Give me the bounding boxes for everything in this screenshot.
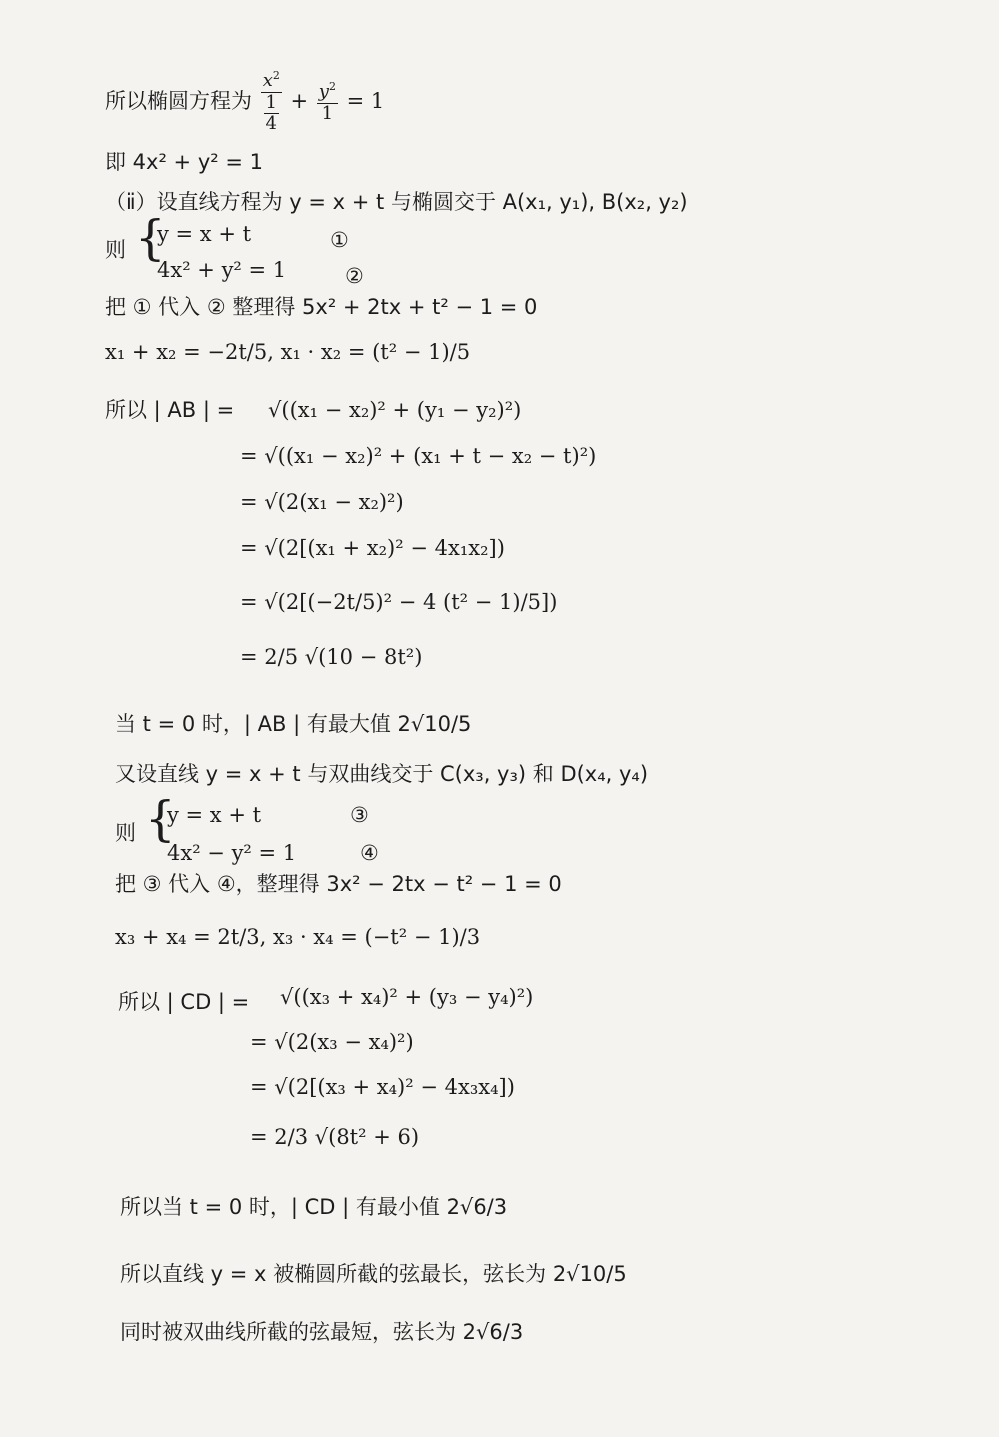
equation-mark-2: ② bbox=[345, 264, 364, 288]
ellipse-equation-label: 所以椭圆方程为 bbox=[105, 89, 252, 114]
fraction-y2-over-1: $\frac{y^2}{1}$ bbox=[318, 79, 336, 124]
cd-step-1: √((x₃ + x₄)² + (y₃ − y₄)²) bbox=[280, 985, 534, 1009]
ab-step-1: √((x₁ − x₂)² + (y₁ − y₂)²) bbox=[268, 398, 522, 422]
conclusion-ellipse: 所以直线 y = x 被椭圆所截的弦最长，弦长为 2√10/5 bbox=[120, 1262, 627, 1286]
ellipse-equation-line: 所以椭圆方程为 $\frac{x^2}{\frac{1}{4}}$ + $\frac{y^2}{1}$ = 1 bbox=[105, 69, 385, 135]
system-1-lead: 则 bbox=[105, 238, 126, 262]
ab-maximum: 当 t = 0 时，| AB | 有最大值 2√10/5 bbox=[115, 712, 472, 736]
substitution-2: 把 ③ 代入 ④，整理得 3x² − 2tx − t² − 1 = 0 bbox=[115, 872, 562, 896]
equation-mark-3: ③ bbox=[350, 803, 369, 827]
cd-step-2: = √(2(x₃ − x₄)²) bbox=[250, 1030, 414, 1054]
cd-step-3: = √(2[(x₃ + x₄)² − 4x₃x₄]) bbox=[250, 1075, 515, 1099]
equation-system-1 bbox=[105, 210, 505, 292]
fraction-x2-over-quarter: $\frac{x^2}{\frac{1}{4}}$ bbox=[262, 69, 280, 135]
conclusion-hyperbola: 同时被双曲线所截的弦最短，弦长为 2√6/3 bbox=[120, 1320, 524, 1344]
equation-mark-1: ① bbox=[330, 228, 349, 252]
cd-minimum: 所以当 t = 0 时，| CD | 有最小值 2√6/3 bbox=[120, 1195, 508, 1219]
system-1-row-1: y = x + t bbox=[157, 222, 252, 246]
part-ii-statement: （ⅱ）设直线方程为 y = x + t 与椭圆交于 A(x₁, y₁), B(x₂, y₂) bbox=[105, 190, 688, 214]
equation-system-2 bbox=[115, 791, 515, 873]
system-2-brace: { bbox=[145, 791, 176, 847]
ab-lead: 所以 | AB | = bbox=[105, 398, 235, 422]
system-1-row-2: 4x² + y² = 1 bbox=[157, 258, 287, 282]
hyperbola-intersection: 又设直线 y = x + t 与双曲线交于 C(x₃, y₃) 和 D(x₄, y₄) bbox=[115, 762, 649, 786]
system-1-brace: { bbox=[135, 210, 166, 266]
vieta-2: x₃ + x₄ = 2t/3, x₃ · x₄ = (−t² − 1)/3 bbox=[115, 925, 481, 949]
system-2-lead: 则 bbox=[115, 821, 136, 845]
substitution-1: 把 ① 代入 ② 整理得 5x² + 2tx + t² − 1 = 0 bbox=[105, 295, 538, 319]
cd-step-4: = 2/3 √(8t² + 6) bbox=[250, 1125, 420, 1149]
ab-step-4: = √(2[(x₁ + x₂)² − 4x₁x₂]) bbox=[240, 536, 505, 560]
equation-mark-4: ④ bbox=[360, 841, 379, 865]
ab-step-6: = 2/5 √(10 − 8t²) bbox=[240, 645, 423, 669]
system-2-row-2: 4x² − y² = 1 bbox=[167, 841, 297, 865]
system-2-row-1: y = x + t bbox=[167, 803, 262, 827]
ellipse-standard-form: 即 4x² + y² = 1 bbox=[105, 150, 263, 174]
vieta-1: x₁ + x₂ = −2t/5, x₁ · x₂ = (t² − 1)/5 bbox=[105, 340, 471, 364]
ab-step-5: = √(2[(−2t/5)² − 4 (t² − 1)/5]) bbox=[240, 590, 558, 614]
cd-lead: 所以 | CD | = bbox=[118, 990, 250, 1014]
ab-step-2: = √((x₁ − x₂)² + (x₁ + t − x₂ − t)²) bbox=[240, 444, 597, 468]
ab-step-3: = √(2(x₁ − x₂)²) bbox=[240, 490, 404, 514]
